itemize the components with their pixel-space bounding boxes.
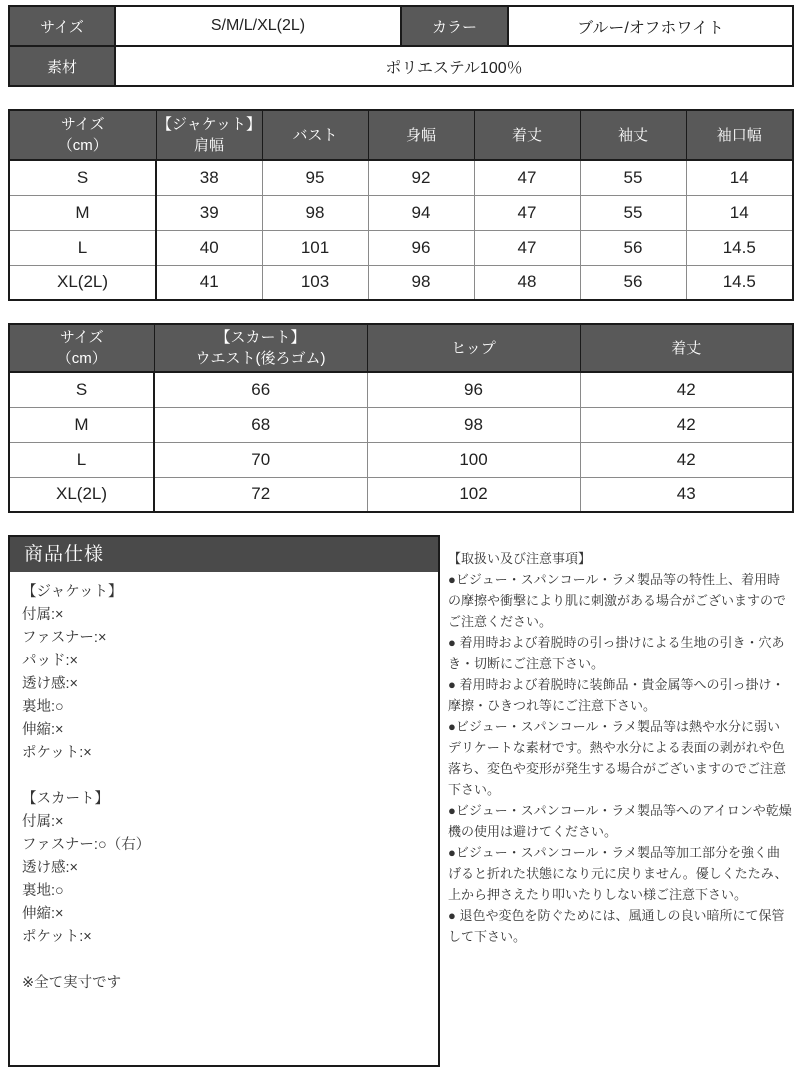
jacket-size-table xyxy=(8,109,794,301)
value-cell: 101 xyxy=(262,230,368,265)
value-cell: 70 xyxy=(154,442,367,477)
size-cell: XL(2L) xyxy=(9,265,156,300)
value-cell: 47 xyxy=(474,195,580,230)
value-cell: 102 xyxy=(367,477,580,512)
spec-line: 【スカート】 xyxy=(22,791,109,807)
table-row xyxy=(9,6,793,46)
size-cell: S xyxy=(9,372,154,407)
spec-line: ポケット:× xyxy=(22,745,92,761)
size-label: サイズ xyxy=(9,6,115,46)
skirt-size-table xyxy=(8,323,794,513)
value-cell: 94 xyxy=(368,195,474,230)
value-cell: 14 xyxy=(686,160,793,195)
material-value: ポリエステル100％ xyxy=(115,46,793,86)
value-cell: 98 xyxy=(262,195,368,230)
value-cell: 14.5 xyxy=(686,230,793,265)
handling-notes xyxy=(448,535,792,947)
table-row xyxy=(9,46,793,86)
col-header-sleeve: 袖丈 xyxy=(580,110,686,160)
col-header-shoulder: 【ジャケット】 肩幅 xyxy=(156,110,262,160)
note-item: ●ビジュー・スパンコール・ラメ製品等の特性上、着用時の摩擦や衝撃により肌に刺激がある場合がございますのでご注意ください。 xyxy=(448,572,787,629)
size-cell: L xyxy=(9,442,154,477)
value-cell: 103 xyxy=(262,265,368,300)
value-cell: 72 xyxy=(154,477,367,512)
color-label: カラー xyxy=(401,6,508,46)
col-header-waist: 【スカート】 ウエスト(後ろゴム) xyxy=(154,324,367,372)
col-header-cuff: 袖口幅 xyxy=(686,110,793,160)
value-cell: 96 xyxy=(368,230,474,265)
value-cell: 98 xyxy=(368,265,474,300)
table-row xyxy=(9,265,793,300)
table-header-row xyxy=(9,110,793,160)
value-cell: 92 xyxy=(368,160,474,195)
note-item: ● 着用時および着脱時の引っ掛けによる生地の引き・穴あき・切断にご注意下さい。 xyxy=(448,635,785,671)
size-cell: M xyxy=(9,407,154,442)
value-cell: 14 xyxy=(686,195,793,230)
size-value: S/M/L/XL(2L) xyxy=(115,6,401,46)
table-row xyxy=(9,372,793,407)
size-cell: S xyxy=(9,160,156,195)
value-cell: 40 xyxy=(156,230,262,265)
spec-line xyxy=(22,765,426,788)
note-item: ●ビジュー・スパンコール・ラメ製品等加工部分を強く曲げると折れた状態になり元に戻りません。優しくたたみ、上から押さえたり叩いたりしない様ご注意下さい。 xyxy=(448,845,788,902)
value-cell: 96 xyxy=(367,372,580,407)
summary-table xyxy=(8,5,794,87)
table-row xyxy=(9,230,793,265)
table-row xyxy=(9,160,793,195)
value-cell: 48 xyxy=(474,265,580,300)
value-cell: 47 xyxy=(474,160,580,195)
size-cell: XL(2L) xyxy=(9,477,154,512)
spec-line: ※全て実寸です xyxy=(22,975,122,991)
table-row xyxy=(9,407,793,442)
value-cell: 14.5 xyxy=(686,265,793,300)
col-header-hip: ヒップ xyxy=(367,324,580,372)
col-header-size: サイズ （cm） xyxy=(9,324,154,372)
value-cell: 38 xyxy=(156,160,262,195)
value-cell: 98 xyxy=(367,407,580,442)
value-cell: 55 xyxy=(580,160,686,195)
value-cell: 43 xyxy=(580,477,793,512)
material-label: 素材 xyxy=(9,46,115,86)
value-cell: 41 xyxy=(156,265,262,300)
value-cell: 68 xyxy=(154,407,367,442)
spec-line: 透け感:× xyxy=(22,860,78,876)
product-spec-list xyxy=(10,572,438,1004)
col-header-length: 着丈 xyxy=(580,324,793,372)
note-item: ● 着用時および着脱時に装飾品・貴金属等への引っ掛け・摩擦・ひきつれ等にご注意下さい。 xyxy=(448,677,785,713)
col-header-size: サイズ （cm） xyxy=(9,110,156,160)
product-spec-page xyxy=(8,5,792,1067)
value-cell: 47 xyxy=(474,230,580,265)
value-cell: 66 xyxy=(154,372,367,407)
value-cell: 56 xyxy=(580,230,686,265)
value-cell: 56 xyxy=(580,265,686,300)
value-cell: 42 xyxy=(580,372,793,407)
note-item: ● 退色や変色を防ぐためには、風通しの良い暗所にて保管して下さい。 xyxy=(448,908,785,944)
spec-line xyxy=(22,949,426,972)
product-spec-title: 商品仕様 xyxy=(10,537,438,572)
table-row xyxy=(9,195,793,230)
spec-line: 裏地:○ xyxy=(22,699,64,715)
handling-notes-title: 【取扱い及び注意事項】 xyxy=(448,551,592,566)
col-header-bust: バスト xyxy=(262,110,368,160)
value-cell: 55 xyxy=(580,195,686,230)
note-item: ●ビジュー・スパンコール・ラメ製品等は熱や水分に弱いデリケートな素材です。熱や水分による表面の剥がれや色落ち、変色や変形が発生する場合がございますのでご注意下さい。 xyxy=(448,719,787,797)
table-header-row xyxy=(9,324,793,372)
value-cell: 100 xyxy=(367,442,580,477)
col-header-length: 着丈 xyxy=(474,110,580,160)
spec-line: 伸縮:× xyxy=(22,722,64,738)
spec-line: ファスナー:○（右） xyxy=(22,837,151,853)
size-cell: L xyxy=(9,230,156,265)
spec-line: 付属:× xyxy=(22,814,64,830)
value-cell: 95 xyxy=(262,160,368,195)
table-row xyxy=(9,477,793,512)
product-spec-box xyxy=(8,535,440,1067)
spec-line: 透け感:× xyxy=(22,676,78,692)
spec-line: ファスナー:× xyxy=(22,630,107,646)
spec-line: 付属:× xyxy=(22,607,64,623)
spec-line: ポケット:× xyxy=(22,929,92,945)
value-cell: 42 xyxy=(580,442,793,477)
spec-line: 伸縮:× xyxy=(22,906,64,922)
details-section xyxy=(8,535,792,1067)
note-item: ●ビジュー・スパンコール・ラメ製品等へのアイロンや乾燥機の使用は避けてください。 xyxy=(448,803,792,839)
value-cell: 39 xyxy=(156,195,262,230)
col-header-width: 身幅 xyxy=(368,110,474,160)
spec-line: 裏地:○ xyxy=(22,883,64,899)
color-value: ブルー/オフホワイト xyxy=(508,6,793,46)
spec-line: パッド:× xyxy=(22,653,78,669)
spec-line: 【ジャケット】 xyxy=(22,584,123,600)
value-cell: 42 xyxy=(580,407,793,442)
size-cell: M xyxy=(9,195,156,230)
table-row xyxy=(9,442,793,477)
